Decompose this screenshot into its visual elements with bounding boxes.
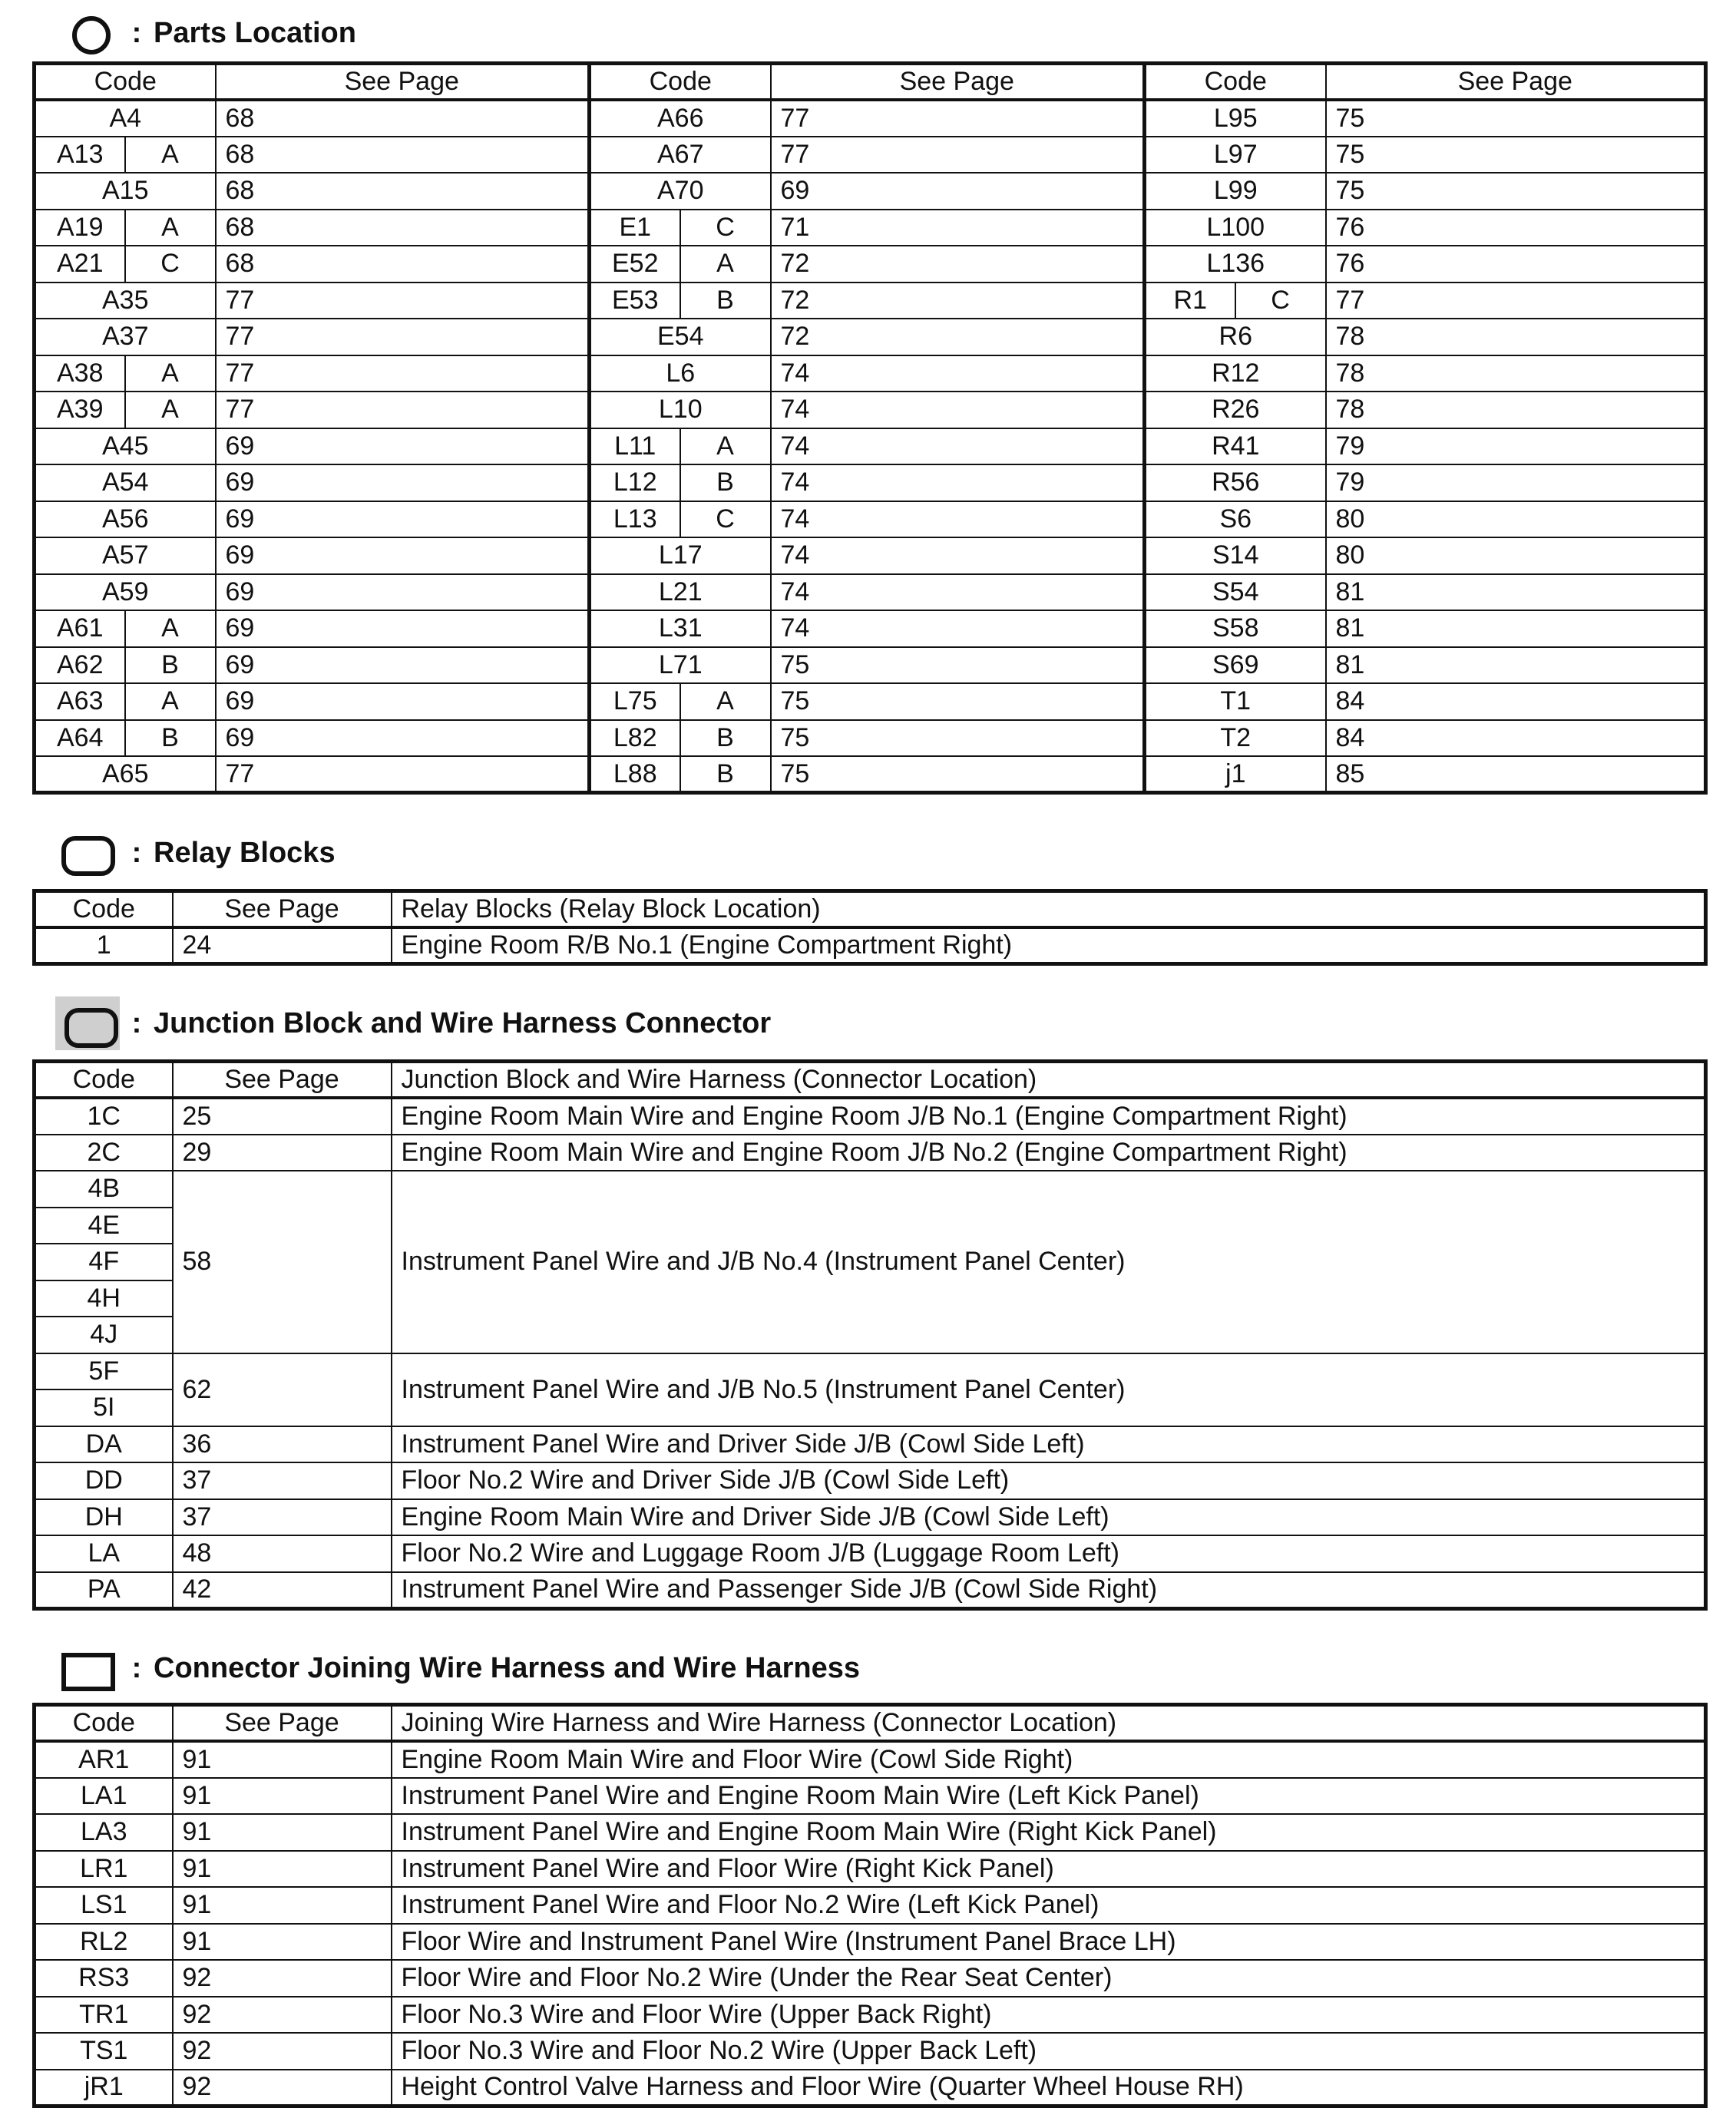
junction-block-heading — [55, 996, 771, 1050]
table-row — [35, 610, 1706, 647]
row-location: Floor Wire and Instrument Panel Wire (Instrument Panel Brace LH) — [392, 1924, 1706, 1961]
part-see-page: 69 — [216, 720, 590, 757]
row-code: LR1 — [35, 1851, 173, 1888]
row-see-page: 37 — [173, 1499, 392, 1536]
part-code: L136 — [1145, 246, 1326, 283]
part-code: L21 — [590, 574, 771, 611]
part-see-page: 77 — [771, 137, 1145, 173]
table-row — [35, 927, 1706, 964]
row-location: Floor No.2 Wire and Driver Side J/B (Cowl Side Left) — [392, 1462, 1706, 1499]
row-location: Instrument Panel Wire and Driver Side J/B (Cowl Side Left) — [392, 1426, 1706, 1463]
part-see-page: 80 — [1326, 537, 1706, 574]
part-see-page: 75 — [771, 683, 1145, 720]
part-see-page: 74 — [771, 501, 1145, 538]
part-sub-code: A — [680, 428, 771, 465]
part-see-page: 74 — [771, 355, 1145, 392]
row-code: LA1 — [35, 1778, 173, 1815]
row-see-page: 92 — [173, 1997, 392, 2034]
table-row — [35, 428, 1706, 465]
row-see-page: 36 — [173, 1426, 392, 1463]
parts-location-heading — [55, 6, 356, 60]
part-sub-code: B — [680, 756, 771, 793]
row-location: Instrument Panel Wire and Engine Room Main Wire (Right Kick Panel) — [392, 1814, 1706, 1851]
row-code: RS3 — [35, 1960, 173, 1997]
part-sub-code: C — [680, 501, 771, 538]
part-code: L99 — [1145, 173, 1326, 210]
part-code: R1 — [1145, 283, 1235, 319]
part-see-page: 72 — [771, 246, 1145, 283]
row-code: 4F — [35, 1244, 173, 1280]
row-code: 5I — [35, 1389, 173, 1426]
table-row — [35, 1851, 1706, 1888]
part-sub-code: B — [680, 283, 771, 319]
table-row — [35, 537, 1706, 574]
part-see-page: 77 — [216, 756, 590, 793]
row-code: 4B — [35, 1171, 173, 1208]
table-row — [35, 246, 1706, 283]
table-row — [35, 392, 1706, 428]
part-see-page: 71 — [771, 210, 1145, 246]
oval-symbol-icon — [55, 826, 120, 880]
part-see-page: 79 — [1326, 428, 1706, 465]
row-location: Instrument Panel Wire and Floor No.2 Wire (Left Kick Panel) — [392, 1887, 1706, 1924]
part-see-page: 68 — [216, 100, 590, 137]
part-code: R6 — [1145, 319, 1326, 355]
relay-blocks-heading — [55, 826, 336, 880]
part-sub-code: A — [125, 137, 216, 173]
column-header-see-page: See Page — [173, 891, 392, 928]
part-see-page: 69 — [216, 464, 590, 501]
part-code: E54 — [590, 319, 771, 355]
row-see-page: 91 — [173, 1851, 392, 1888]
row-location: Floor No.2 Wire and Luggage Room J/B (Luggage Room Left) — [392, 1535, 1706, 1572]
part-code: L10 — [590, 392, 771, 428]
heading-colon: : — [131, 16, 142, 49]
column-header-code: Code — [35, 1062, 173, 1099]
row-see-page: 29 — [173, 1135, 392, 1171]
part-code: R26 — [1145, 392, 1326, 428]
row-code: LA3 — [35, 1814, 173, 1851]
row-code: LS1 — [35, 1887, 173, 1924]
row-code: jR1 — [35, 2070, 173, 2107]
part-code: A70 — [590, 173, 771, 210]
row-location: Engine Room Main Wire and Engine Room J/B No.1 (Engine Compartment Right) — [392, 1098, 1706, 1135]
part-code: L100 — [1145, 210, 1326, 246]
row-see-page: 91 — [173, 1924, 392, 1961]
part-sub-code: B — [680, 464, 771, 501]
part-code: A13 — [35, 137, 125, 173]
row-code: 4J — [35, 1317, 173, 1353]
part-sub-code: C — [1235, 283, 1326, 319]
table-row — [35, 1572, 1706, 1609]
row-see-page: 92 — [173, 1960, 392, 1997]
part-code: L11 — [590, 428, 680, 465]
part-see-page: 69 — [216, 683, 590, 720]
row-location: Instrument Panel Wire and J/B No.4 (Instrument Panel Center) — [392, 1171, 1706, 1353]
part-see-page: 74 — [771, 537, 1145, 574]
table-row — [35, 1426, 1706, 1463]
part-code: L95 — [1145, 100, 1326, 137]
part-code: A67 — [590, 137, 771, 173]
table-row — [35, 1535, 1706, 1572]
part-see-page: 75 — [1326, 173, 1706, 210]
row-see-page: 42 — [173, 1572, 392, 1609]
row-code: LA — [35, 1535, 173, 1572]
part-sub-code: A — [125, 392, 216, 428]
part-code: L75 — [590, 683, 680, 720]
header-row — [35, 64, 1706, 101]
part-sub-code: B — [125, 647, 216, 684]
table-row — [35, 210, 1706, 246]
table-row — [35, 574, 1706, 611]
row-code: AR1 — [35, 1741, 173, 1778]
part-sub-code: A — [125, 210, 216, 246]
column-header-code: Code — [590, 64, 771, 101]
part-see-page: 78 — [1326, 319, 1706, 355]
row-code: DH — [35, 1499, 173, 1536]
part-code: L6 — [590, 355, 771, 392]
part-see-page: 68 — [216, 210, 590, 246]
column-header-code: Code — [35, 891, 173, 928]
table-row — [35, 319, 1706, 355]
part-see-page: 77 — [216, 319, 590, 355]
part-code: L13 — [590, 501, 680, 538]
row-location: Engine Room R/B No.1 (Engine Compartment Right) — [392, 927, 1706, 964]
row-location: Engine Room Main Wire and Floor Wire (Cowl Side Right) — [392, 1741, 1706, 1778]
parts-location-title: Parts Location — [154, 16, 356, 49]
part-sub-code: C — [125, 246, 216, 283]
part-code: A21 — [35, 246, 125, 283]
header-row — [35, 1705, 1706, 1742]
part-see-page: 76 — [1326, 210, 1706, 246]
table-row — [35, 100, 1706, 137]
part-see-page: 68 — [216, 246, 590, 283]
part-sub-code: A — [680, 246, 771, 283]
part-see-page: 69 — [216, 574, 590, 611]
part-see-page: 75 — [1326, 100, 1706, 137]
part-see-page: 69 — [216, 610, 590, 647]
column-header-see-page: See Page — [173, 1705, 392, 1742]
table-row — [35, 647, 1706, 684]
part-see-page: 75 — [771, 647, 1145, 684]
part-code: A56 — [35, 501, 216, 538]
part-see-page: 78 — [1326, 355, 1706, 392]
part-see-page: 69 — [216, 428, 590, 465]
table-row — [35, 1499, 1706, 1536]
part-see-page: 75 — [1326, 137, 1706, 173]
column-header-code: Code — [35, 1705, 173, 1742]
table-row — [35, 1741, 1706, 1778]
part-see-page: 69 — [216, 647, 590, 684]
part-see-page: 79 — [1326, 464, 1706, 501]
table-row — [35, 1171, 1706, 1208]
part-see-page: 81 — [1326, 610, 1706, 647]
row-code: 2C — [35, 1135, 173, 1171]
part-code: A19 — [35, 210, 125, 246]
table-row — [35, 1887, 1706, 1924]
part-see-page: 68 — [216, 173, 590, 210]
part-code: A35 — [35, 283, 216, 319]
table-row — [35, 1778, 1706, 1815]
row-see-page: 91 — [173, 1778, 392, 1815]
row-see-page: 62 — [173, 1353, 392, 1426]
row-code: DD — [35, 1462, 173, 1499]
column-header-see-page: See Page — [216, 64, 590, 101]
part-code: A59 — [35, 574, 216, 611]
part-see-page: 74 — [771, 574, 1145, 611]
part-code: A4 — [35, 100, 216, 137]
part-code: R56 — [1145, 464, 1326, 501]
header-row — [35, 891, 1706, 928]
column-header-location: Joining Wire Harness and Wire Harness (Connector Location) — [392, 1705, 1706, 1742]
row-code: TR1 — [35, 1997, 173, 2034]
table-row — [35, 1135, 1706, 1171]
row-see-page: 91 — [173, 1814, 392, 1851]
part-code: E53 — [590, 283, 680, 319]
row-code: 4E — [35, 1208, 173, 1244]
parts-location-table — [32, 61, 1708, 795]
row-see-page: 37 — [173, 1462, 392, 1499]
row-see-page: 24 — [173, 927, 392, 964]
table-row — [35, 1997, 1706, 2034]
table-row — [35, 756, 1706, 793]
row-code: 4H — [35, 1280, 173, 1317]
part-code: A63 — [35, 683, 125, 720]
column-header-location: Relay Blocks (Relay Block Location) — [392, 891, 1706, 928]
shaded-oval-symbol-icon — [55, 996, 120, 1050]
row-location: Instrument Panel Wire and Floor Wire (Right Kick Panel) — [392, 1851, 1706, 1888]
part-code: T1 — [1145, 683, 1326, 720]
part-code: E1 — [590, 210, 680, 246]
row-code: PA — [35, 1572, 173, 1609]
part-sub-code: C — [680, 210, 771, 246]
relay-blocks-table — [32, 889, 1708, 966]
part-code: L97 — [1145, 137, 1326, 173]
part-code: S54 — [1145, 574, 1326, 611]
part-code: A66 — [590, 100, 771, 137]
row-location: Height Control Valve Harness and Floor Wire (Quarter Wheel House RH) — [392, 2070, 1706, 2107]
table-row — [35, 2033, 1706, 2070]
part-sub-code: A — [125, 683, 216, 720]
part-code: A45 — [35, 428, 216, 465]
part-see-page: 74 — [771, 428, 1145, 465]
part-sub-code: A — [125, 610, 216, 647]
part-see-page: 68 — [216, 137, 590, 173]
junction-block-table — [32, 1059, 1708, 1611]
row-location: Floor Wire and Floor No.2 Wire (Under the Rear Seat Center) — [392, 1960, 1706, 1997]
row-code: TS1 — [35, 2033, 173, 2070]
table-row — [35, 137, 1706, 173]
part-code: R12 — [1145, 355, 1326, 392]
part-see-page: 75 — [771, 756, 1145, 793]
part-code: A57 — [35, 537, 216, 574]
part-see-page: 77 — [216, 283, 590, 319]
part-see-page: 81 — [1326, 647, 1706, 684]
part-code: A65 — [35, 756, 216, 793]
column-header-code: Code — [1145, 64, 1326, 101]
part-see-page: 77 — [216, 392, 590, 428]
table-row — [35, 173, 1706, 210]
part-code: L31 — [590, 610, 771, 647]
row-see-page: 92 — [173, 2033, 392, 2070]
part-see-page: 74 — [771, 464, 1145, 501]
part-code: A37 — [35, 319, 216, 355]
part-code: L71 — [590, 647, 771, 684]
header-row — [35, 1062, 1706, 1099]
part-see-page: 84 — [1326, 683, 1706, 720]
row-see-page: 48 — [173, 1535, 392, 1572]
part-code: A61 — [35, 610, 125, 647]
part-code: L82 — [590, 720, 680, 757]
table-row — [35, 683, 1706, 720]
row-location: Engine Room Main Wire and Driver Side J/B (Cowl Side Left) — [392, 1499, 1706, 1536]
column-header-see-page: See Page — [771, 64, 1145, 101]
row-location: Floor No.3 Wire and Floor No.2 Wire (Upper Back Left) — [392, 2033, 1706, 2070]
table-row — [35, 1098, 1706, 1135]
table-row — [35, 2070, 1706, 2107]
part-see-page: 78 — [1326, 392, 1706, 428]
table-row — [35, 355, 1706, 392]
part-sub-code: A — [125, 355, 216, 392]
table-row — [35, 1960, 1706, 1997]
row-code: DA — [35, 1426, 173, 1463]
part-see-page: 85 — [1326, 756, 1706, 793]
part-see-page: 81 — [1326, 574, 1706, 611]
square-symbol-icon — [55, 1641, 120, 1695]
part-code: S14 — [1145, 537, 1326, 574]
part-code: S58 — [1145, 610, 1326, 647]
connector-joining-heading — [55, 1641, 860, 1695]
part-see-page: 69 — [771, 173, 1145, 210]
table-row — [35, 1814, 1706, 1851]
part-sub-code: B — [125, 720, 216, 757]
heading-colon: : — [131, 1006, 142, 1039]
part-code: L88 — [590, 756, 680, 793]
column-header-code: Code — [35, 64, 216, 101]
part-code: L12 — [590, 464, 680, 501]
part-see-page: 77 — [771, 100, 1145, 137]
part-see-page: 84 — [1326, 720, 1706, 757]
junction-block-title: Junction Block and Wire Harness Connector — [154, 1006, 772, 1039]
relay-blocks-title: Relay Blocks — [154, 836, 336, 869]
part-see-page: 77 — [1326, 283, 1706, 319]
row-code: 1 — [35, 927, 173, 964]
part-code: A62 — [35, 647, 125, 684]
table-row — [35, 1353, 1706, 1390]
table-row — [35, 501, 1706, 538]
column-header-location: Junction Block and Wire Harness (Connector Location) — [392, 1062, 1706, 1099]
table-row — [35, 283, 1706, 319]
part-code: A64 — [35, 720, 125, 757]
table-row — [35, 1924, 1706, 1961]
table-row — [35, 464, 1706, 501]
table-row — [35, 720, 1706, 757]
part-code: S6 — [1145, 501, 1326, 538]
part-code: A54 — [35, 464, 216, 501]
part-see-page: 75 — [771, 720, 1145, 757]
part-code: L17 — [590, 537, 771, 574]
part-code: T2 — [1145, 720, 1326, 757]
part-sub-code: B — [680, 720, 771, 757]
row-see-page: 58 — [173, 1171, 392, 1353]
row-code: RL2 — [35, 1924, 173, 1961]
row-location: Instrument Panel Wire and Engine Room Main Wire (Left Kick Panel) — [392, 1778, 1706, 1815]
row-see-page: 92 — [173, 2070, 392, 2107]
circle-symbol-icon — [55, 6, 120, 60]
part-code: A38 — [35, 355, 125, 392]
part-code: A15 — [35, 173, 216, 210]
part-code: R41 — [1145, 428, 1326, 465]
part-see-page: 69 — [216, 537, 590, 574]
part-see-page: 77 — [216, 355, 590, 392]
part-see-page: 69 — [216, 501, 590, 538]
connector-joining-title: Connector Joining Wire Harness and Wire Harness — [154, 1651, 860, 1684]
part-code: S69 — [1145, 647, 1326, 684]
row-see-page: 91 — [173, 1887, 392, 1924]
row-see-page: 25 — [173, 1098, 392, 1135]
row-code: 1C — [35, 1098, 173, 1135]
part-code: E52 — [590, 246, 680, 283]
part-see-page: 74 — [771, 392, 1145, 428]
heading-colon: : — [131, 836, 142, 869]
part-see-page: 80 — [1326, 501, 1706, 538]
column-header-see-page: See Page — [1326, 64, 1706, 101]
part-see-page: 74 — [771, 610, 1145, 647]
row-location: Instrument Panel Wire and J/B No.5 (Instrument Panel Center) — [392, 1353, 1706, 1426]
part-see-page: 72 — [771, 319, 1145, 355]
row-location: Floor No.3 Wire and Floor Wire (Upper Back Right) — [392, 1997, 1706, 2034]
part-see-page: 72 — [771, 283, 1145, 319]
row-see-page: 91 — [173, 1741, 392, 1778]
part-code: j1 — [1145, 756, 1326, 793]
heading-colon: : — [131, 1651, 142, 1684]
part-see-page: 76 — [1326, 246, 1706, 283]
table-row — [35, 1462, 1706, 1499]
part-sub-code: A — [680, 683, 771, 720]
connector-joining-table — [32, 1703, 1708, 2108]
row-location: Engine Room Main Wire and Engine Room J/B No.2 (Engine Compartment Right) — [392, 1135, 1706, 1171]
row-code: 5F — [35, 1353, 173, 1390]
part-code: A39 — [35, 392, 125, 428]
column-header-see-page: See Page — [173, 1062, 392, 1099]
row-location: Instrument Panel Wire and Passenger Side J/B (Cowl Side Right) — [392, 1572, 1706, 1609]
